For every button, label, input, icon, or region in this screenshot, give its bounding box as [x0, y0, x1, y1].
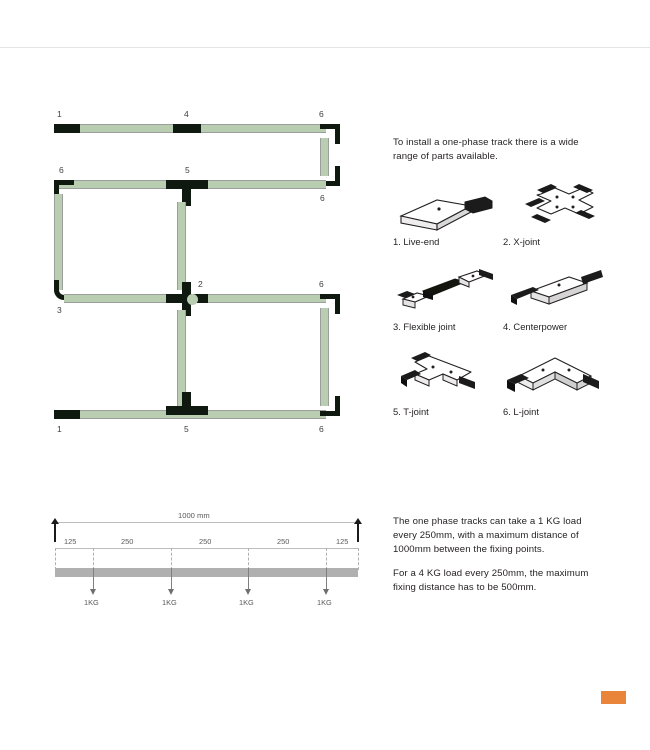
fixing-point-left-arrow [51, 518, 59, 524]
l-joint-icon [503, 350, 608, 402]
callout-1-bottom: 1 [57, 424, 62, 434]
part-caption-l-joint: 6. L-joint [503, 406, 539, 417]
callout-4-top: 4 [184, 109, 189, 119]
callout-1: 1 [57, 109, 62, 119]
tick-boundary-3 [248, 548, 249, 570]
t-joint-row-b [166, 176, 208, 206]
track-segment-right-vertical-lower [320, 308, 329, 406]
fixing-point-left-stem [54, 522, 56, 542]
part-caption-centerpower: 4. Centerpower [503, 321, 568, 332]
track-segment-left-vertical [54, 194, 63, 290]
load-label-3: 1KG [239, 598, 254, 607]
tick-boundary-2 [171, 548, 172, 570]
accent-mark [601, 691, 626, 704]
segment-label-3: 250 [199, 537, 212, 546]
x-joint-icon [503, 180, 608, 232]
segment-label-5: 125 [336, 537, 349, 546]
part-caption-flexible-joint: 3. Flexible joint [393, 321, 456, 332]
load-label-1: 1KG [84, 598, 99, 607]
live-end-icon [393, 180, 498, 232]
callout-6-midright: 6 [319, 279, 324, 289]
load-arrow-head-1 [90, 589, 96, 595]
track-segment-center-vertical-upper [177, 202, 186, 290]
part-item-t-joint [393, 350, 498, 417]
callout-2: 2 [198, 279, 203, 289]
track-bar [55, 568, 358, 577]
segment-label-4: 250 [277, 537, 290, 546]
part-item-x-joint [503, 180, 608, 247]
flexible-joint-icon [393, 265, 498, 317]
part-caption-live-end: 1. Live-end [393, 236, 440, 247]
part-item-flexible-joint [393, 265, 498, 332]
part-item-l-joint [503, 350, 608, 417]
callout-6-rightmid: 6 [320, 193, 325, 203]
dimension-line-segments [55, 548, 358, 549]
load-arrow-head-2 [168, 589, 174, 595]
track-layout-diagram [40, 110, 360, 440]
part-item-live-end [393, 180, 498, 247]
load-arrow-head-3 [245, 589, 251, 595]
load-text-paragraph-2: For a 4 KG load every 250mm, the maximum fixing distance has to be 500mm. [393, 568, 589, 593]
callout-6-bottomright: 6 [319, 424, 324, 434]
load-arrow-head-4 [323, 589, 329, 595]
callout-6-left: 6 [59, 165, 64, 175]
load-label-4: 1KG [317, 598, 332, 607]
total-length-label: 1000 mm [178, 511, 210, 520]
callout-5-upper: 5 [185, 165, 190, 175]
load-measurement-diagram [40, 500, 360, 615]
tick-boundary-4 [326, 548, 327, 570]
part-caption-x-joint: 2. X-joint [503, 236, 540, 247]
live-end-connector-bottom [54, 410, 80, 419]
fixing-point-right-arrow [354, 518, 362, 524]
centerpower-icon [503, 265, 608, 317]
t-joint-icon [393, 350, 498, 402]
header-divider [0, 47, 650, 48]
parts-intro-text: To install a one-phase track there is a wide range of parts available. [393, 137, 579, 162]
centerpower-connector-a [173, 124, 201, 133]
fixing-point-right-stem [357, 522, 359, 542]
callout-5-bottom: 5 [184, 424, 189, 434]
segment-label-2: 250 [121, 537, 134, 546]
callout-3: 3 [57, 305, 62, 315]
tick-boundary-0 [55, 548, 56, 570]
t-joint-row-bottom [166, 392, 208, 419]
load-text-paragraph-1: The one phase tracks can take a 1 KG load every 250mm, with a maximum distance of 1000mm between the fixing points. [393, 516, 582, 555]
part-item-centerpower [503, 265, 608, 332]
load-label-2: 1KG [162, 598, 177, 607]
tick-boundary-5 [358, 548, 359, 570]
segment-label-1: 125 [64, 537, 77, 546]
callout-6-topright: 6 [319, 109, 324, 119]
dimension-line-total [55, 522, 358, 523]
live-end-connector-a [54, 124, 80, 133]
part-caption-t-joint: 5. T-joint [393, 406, 429, 417]
tick-boundary-1 [93, 548, 94, 570]
l-joint-bottom-right-bottom [320, 396, 340, 416]
